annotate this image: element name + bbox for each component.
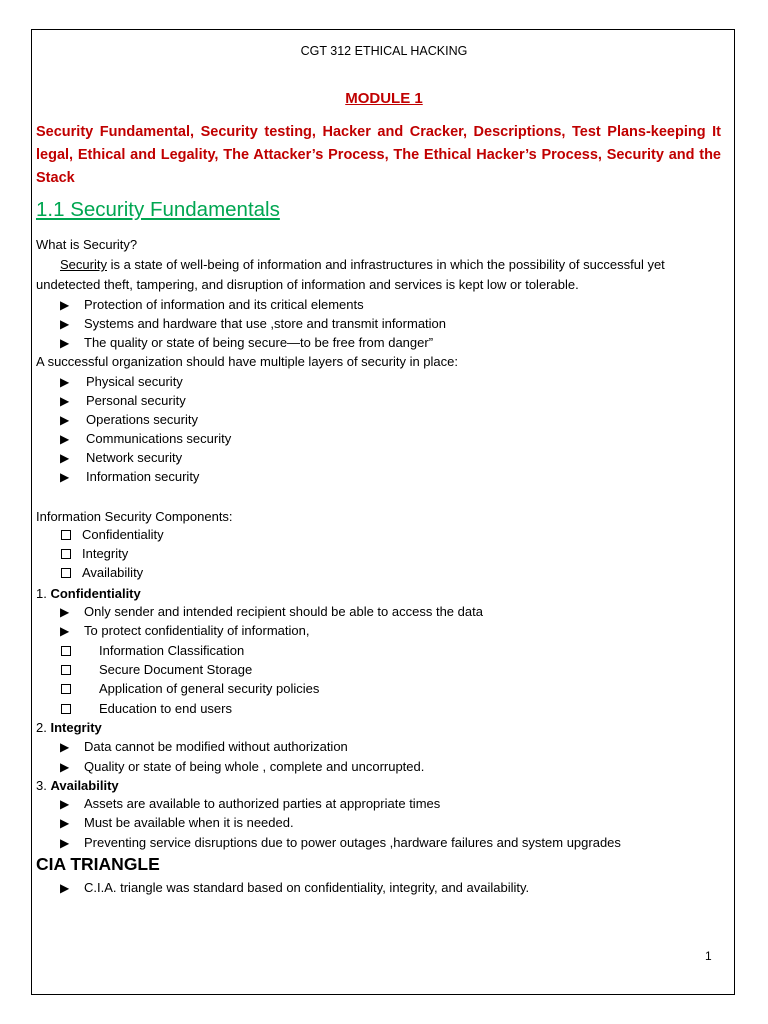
list-item: ▶ Operations security (60, 412, 198, 427)
availability-heading: 3. Availability (36, 778, 119, 793)
checkbox-bullet-icon (61, 704, 71, 714)
arrow-bullet-icon: ▶ (60, 375, 70, 389)
list-item: Information Classification (61, 643, 244, 658)
list-item: ▶ Assets are available to authorized parties at appropriate times (60, 796, 441, 811)
arrow-bullet-icon: ▶ (60, 394, 70, 408)
checkbox-bullet-icon (61, 646, 71, 656)
list-item: Integrity (61, 546, 128, 561)
list-item: ▶ Personal security (60, 393, 186, 408)
list-item: ▶ Physical security (60, 374, 183, 389)
what-is-security-question: What is Security? (36, 237, 138, 252)
module-topics: Security Fundamental, Security testing, Hacker and Cracker, Descriptions, Test Plans-keeping It legal, Ethical and Legality, The Attacker’s Process, The Ethical Hacker’s Process, Security and the Stack (36, 124, 721, 186)
arrow-bullet-icon: ▶ (60, 624, 70, 638)
confidentiality-heading: 1. Confidentiality (36, 586, 141, 601)
checkbox-bullet-icon (61, 530, 71, 540)
cia-triangle-heading: CIA TRIANGLE (36, 854, 160, 874)
checkbox-bullet-icon (61, 665, 71, 675)
arrow-bullet-icon: ▶ (60, 797, 70, 811)
module-title: MODULE 1 (345, 90, 423, 107)
checkbox-bullet-icon (61, 684, 71, 694)
list-item: ▶ Quality or state of being whole , complete and uncorrupted. (60, 759, 425, 774)
components-intro: Information Security Components: (36, 509, 233, 524)
checkbox-bullet-icon (61, 549, 71, 559)
definition-line-1-rest: is a state of well-being of information and infrastructures in which the possibility of successful yet (106, 257, 665, 272)
arrow-bullet-icon: ▶ (60, 470, 70, 484)
arrow-bullet-icon: ▶ (60, 317, 70, 331)
checkbox-bullet-icon (61, 568, 71, 578)
page-number: 1 (705, 949, 712, 963)
arrow-bullet-icon: ▶ (60, 816, 70, 830)
list-item: Application of general security policies (61, 681, 319, 696)
arrow-bullet-icon: ▶ (60, 605, 70, 619)
section-title: 1.1 Security Fundamentals (36, 198, 280, 221)
list-item: ▶ To protect confidentiality of information, (60, 623, 310, 638)
list-item: Confidentiality (61, 527, 164, 542)
arrow-bullet-icon: ▶ (60, 760, 70, 774)
arrow-bullet-icon: ▶ (60, 740, 70, 754)
list-item: ▶ Data cannot be modified without authorization (60, 739, 348, 754)
arrow-bullet-icon: ▶ (60, 451, 70, 465)
list-item: ▶ C.I.A. triangle was standard based on confidentiality, integrity, and availability. (60, 880, 530, 895)
security-definition-line-2: undetected theft, tampering, and disruption of information and services is kept low or tolerable. (36, 277, 579, 292)
layers-intro: A successful organization should have multiple layers of security in place: (36, 354, 458, 369)
security-term: Security (60, 257, 107, 272)
list-item: ▶ Preventing service disruptions due to power outages ,hardware failures and system upgrades (60, 835, 621, 850)
list-item: ▶ Network security (60, 450, 183, 465)
security-definition-line-1 (60, 257, 665, 272)
arrow-bullet-icon: ▶ (60, 432, 70, 446)
arrow-bullet-icon: ▶ (60, 836, 70, 850)
list-item: Education to end users (61, 701, 232, 716)
list-item: ▶ Only sender and intended recipient should be able to access the data (60, 604, 483, 619)
list-item: ▶ Communications security (60, 431, 232, 446)
integrity-heading: 2. Integrity (36, 720, 102, 735)
list-item: Availability (61, 565, 143, 580)
list-item: ▶ Systems and hardware that use ,store and transmit information (60, 316, 447, 331)
list-item: ▶ The quality or state of being secure—to be free from danger” (60, 335, 434, 350)
arrow-bullet-icon: ▶ (60, 336, 70, 350)
list-item: ▶ Protection of information and its critical elements (60, 297, 364, 312)
list-item: Secure Document Storage (61, 662, 252, 677)
list-item: ▶ Information security (60, 469, 200, 484)
arrow-bullet-icon: ▶ (60, 413, 70, 427)
course-header: CGT 312 ETHICAL HACKING (300, 44, 468, 58)
arrow-bullet-icon: ▶ (60, 881, 70, 895)
list-item: ▶ Must be available when it is needed. (60, 815, 294, 830)
arrow-bullet-icon: ▶ (60, 298, 70, 312)
